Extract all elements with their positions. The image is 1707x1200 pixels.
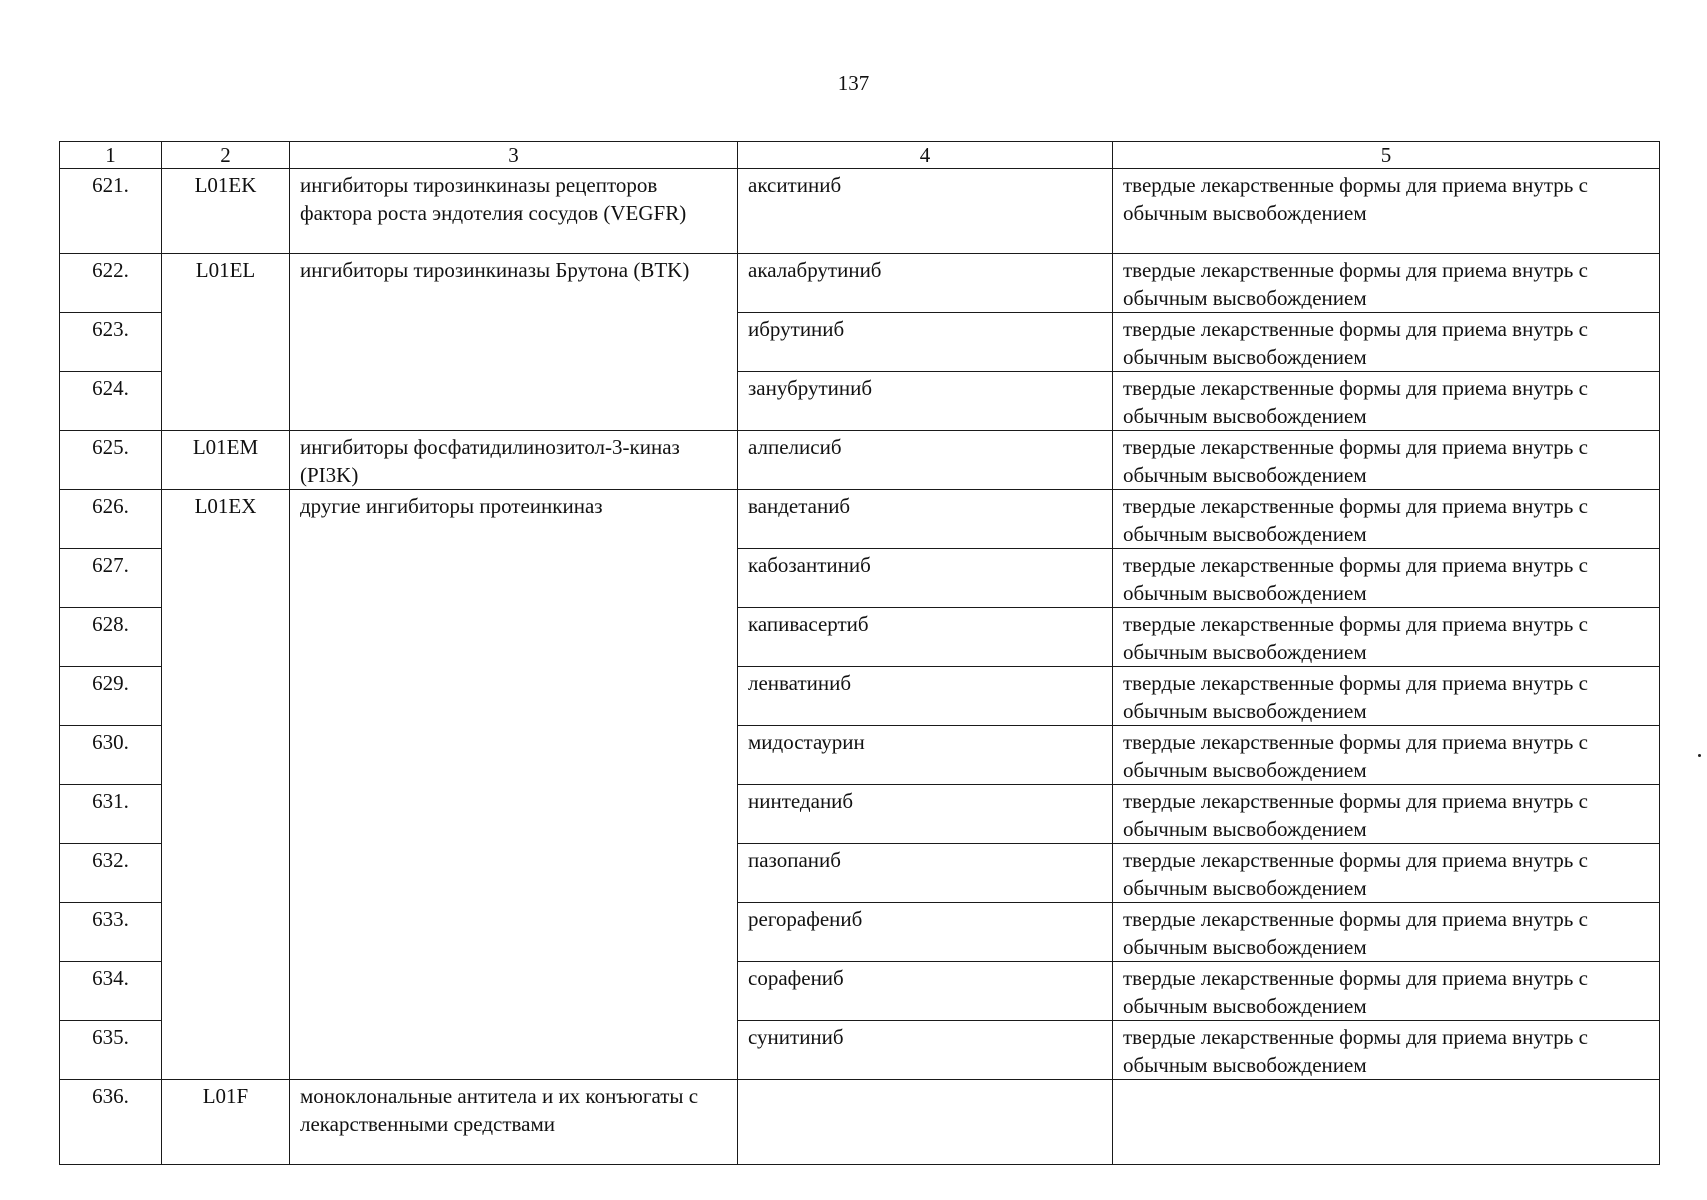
group-name: ингибиторы тирозинкиназы Брутона (BTK) bbox=[290, 254, 738, 431]
drug-name: ибрутиниб bbox=[738, 313, 1113, 372]
row-number: 622. bbox=[60, 254, 162, 313]
drug-name: сунитиниб bbox=[738, 1021, 1113, 1080]
dosage-form: твердые лекарственные формы для приема внутрь с обычным высвобождением bbox=[1113, 549, 1660, 608]
header-col-3: 3 bbox=[290, 142, 738, 169]
dosage-form bbox=[1113, 1080, 1660, 1165]
row-number: 635. bbox=[60, 1021, 162, 1080]
dosage-form: твердые лекарственные формы для приема внутрь с обычным высвобождением bbox=[1113, 169, 1660, 254]
dosage-form: твердые лекарственные формы для приема внутрь с обычным высвобождением bbox=[1113, 313, 1660, 372]
drug-name: акситиниб bbox=[738, 169, 1113, 254]
atc-code: L01EK bbox=[162, 169, 290, 254]
drug-name: занубрутиниб bbox=[738, 372, 1113, 431]
row-number: 630. bbox=[60, 726, 162, 785]
drug-table bbox=[59, 141, 1660, 1165]
table-header bbox=[60, 142, 1660, 169]
row-number: 634. bbox=[60, 962, 162, 1021]
atc-code: L01F bbox=[162, 1080, 290, 1165]
group-name: ингибиторы фосфатидилинозитол-3-киназ (PI3K) bbox=[290, 431, 738, 490]
drug-name: акалабрутиниб bbox=[738, 254, 1113, 313]
drug-name: нинтеданиб bbox=[738, 785, 1113, 844]
drug-name: алпелисиб bbox=[738, 431, 1113, 490]
page-number: 137 bbox=[837, 71, 870, 95]
header-col-1: 1 bbox=[60, 142, 162, 169]
dosage-form: твердые лекарственные формы для приема внутрь с обычным высвобождением bbox=[1113, 667, 1660, 726]
row-number: 621. bbox=[60, 169, 162, 254]
group-name: моноклональные антитела и их конъюгаты с лекарственными средствами bbox=[290, 1080, 738, 1165]
header-col-5: 5 bbox=[1113, 142, 1660, 169]
group-name: другие ингибиторы протеинкиназ bbox=[290, 490, 738, 1080]
dosage-form: твердые лекарственные формы для приема внутрь с обычным высвобождением bbox=[1113, 431, 1660, 490]
row-number: 633. bbox=[60, 903, 162, 962]
atc-code: L01EL bbox=[162, 254, 290, 431]
dosage-form: твердые лекарственные формы для приема внутрь с обычным высвобождением bbox=[1113, 962, 1660, 1021]
row-number: 623. bbox=[60, 313, 162, 372]
table-row bbox=[60, 254, 1660, 313]
table-row bbox=[60, 1080, 1660, 1165]
header-col-2: 2 bbox=[162, 142, 290, 169]
table-row bbox=[60, 431, 1660, 490]
row-number: 627. bbox=[60, 549, 162, 608]
row-number: 629. bbox=[60, 667, 162, 726]
row-number: 626. bbox=[60, 490, 162, 549]
group-name: ингибиторы тирозинкиназы рецепторов фактора роста эндотелия сосудов (VEGFR) bbox=[290, 169, 738, 254]
row-number: 628. bbox=[60, 608, 162, 667]
drug-name bbox=[738, 1080, 1113, 1165]
table-row bbox=[60, 490, 1660, 549]
dosage-form: твердые лекарственные формы для приема внутрь с обычным высвобождением bbox=[1113, 903, 1660, 962]
scan-speck bbox=[1698, 754, 1701, 757]
table-row bbox=[60, 169, 1660, 254]
dosage-form: твердые лекарственные формы для приема внутрь с обычным высвобождением bbox=[1113, 785, 1660, 844]
row-number: 632. bbox=[60, 844, 162, 903]
atc-code: L01EM bbox=[162, 431, 290, 490]
drug-name: кабозантиниб bbox=[738, 549, 1113, 608]
row-number: 636. bbox=[60, 1080, 162, 1165]
dosage-form: твердые лекарственные формы для приема внутрь с обычным высвобождением bbox=[1113, 608, 1660, 667]
row-number: 631. bbox=[60, 785, 162, 844]
dosage-form: твердые лекарственные формы для приема внутрь с обычным высвобождением bbox=[1113, 372, 1660, 431]
drug-name: регорафениб bbox=[738, 903, 1113, 962]
drug-table-container bbox=[59, 141, 1659, 1165]
dosage-form: твердые лекарственные формы для приема внутрь с обычным высвобождением bbox=[1113, 1021, 1660, 1080]
row-number: 625. bbox=[60, 431, 162, 490]
header-col-4: 4 bbox=[738, 142, 1113, 169]
drug-name: сорафениб bbox=[738, 962, 1113, 1021]
drug-name: ленватиниб bbox=[738, 667, 1113, 726]
table-body bbox=[60, 169, 1660, 1165]
row-number: 624. bbox=[60, 372, 162, 431]
drug-name: капивасертиб bbox=[738, 608, 1113, 667]
dosage-form: твердые лекарственные формы для приема внутрь с обычным высвобождением bbox=[1113, 490, 1660, 549]
drug-name: пазопаниб bbox=[738, 844, 1113, 903]
header-row bbox=[60, 142, 1660, 169]
dosage-form: твердые лекарственные формы для приема внутрь с обычным высвобождением bbox=[1113, 844, 1660, 903]
dosage-form: твердые лекарственные формы для приема внутрь с обычным высвобождением bbox=[1113, 254, 1660, 313]
atc-code: L01EX bbox=[162, 490, 290, 1080]
drug-name: мидостаурин bbox=[738, 726, 1113, 785]
dosage-form: твердые лекарственные формы для приема внутрь с обычным высвобождением bbox=[1113, 726, 1660, 785]
drug-name: вандетаниб bbox=[738, 490, 1113, 549]
